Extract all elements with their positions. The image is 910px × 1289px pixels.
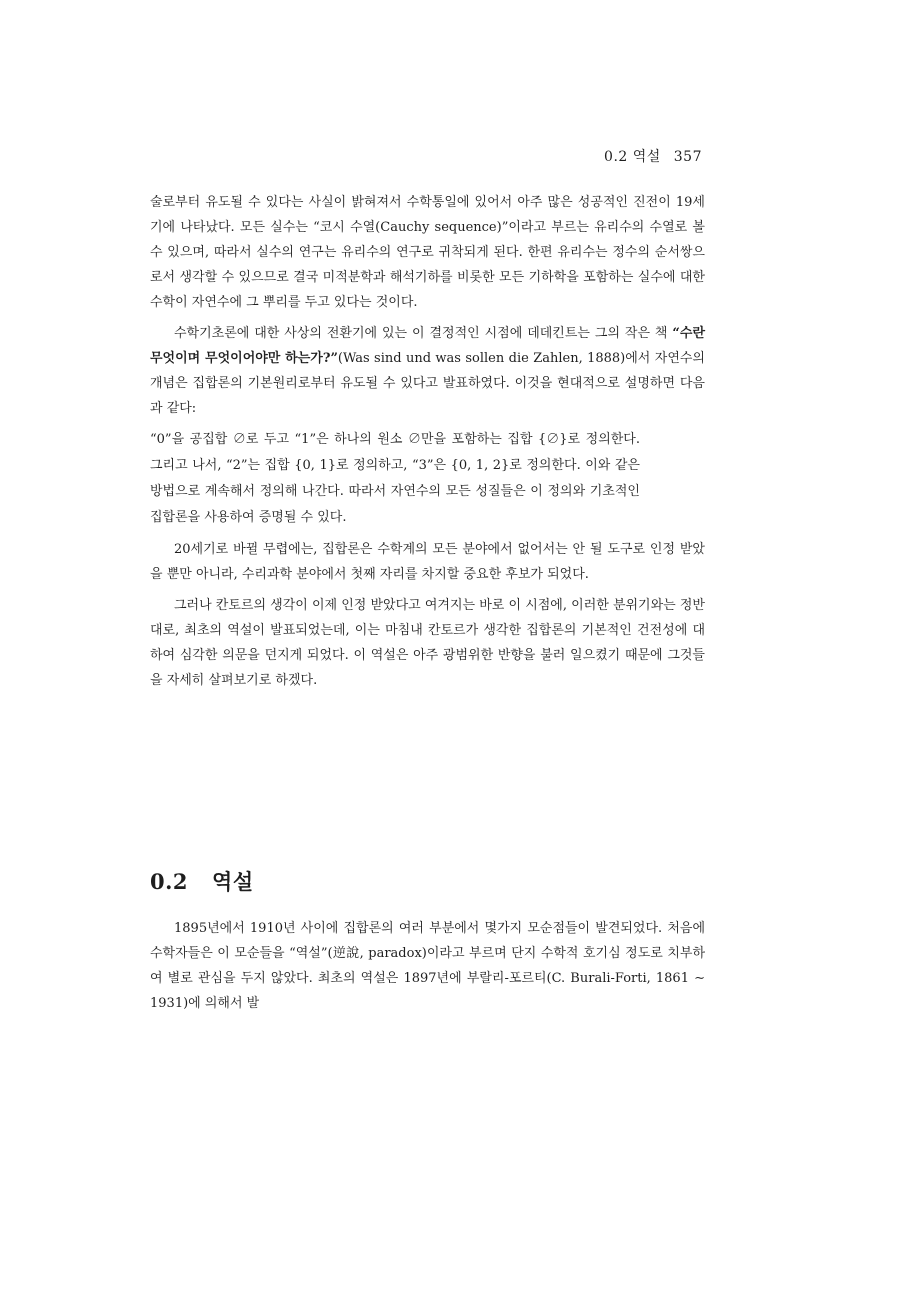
body-text — [150, 190, 705, 693]
running-head — [596, 146, 702, 166]
definition-quote: “0”을 공집합 ∅로 두고 “1”은 하나의 원소 ∅만을 포함하는 집합 {∅}로 정의한다. 그리고 나서, “2”는 집합 {0, 1}로 정의하고, “3”은 {0, 1, 2}로 정의한다. 이와 같은 방법으로 계속해서 정의해 나간다. 따라서 자연수의 모든 성질들은 이 정의와 기초적인 집합론을 사용하여 증명될 수 있다. — [150, 432, 640, 525]
paragraph-1: 술로부터 유도될 수 있다는 사실이 밝혀져서 수학통일에 있어서 아주 많은 성공적인 진전이 19세기에 나타났다. 모든 실수는 “코시 수열(Cauchy sequence)”이라고 부르는 유리수의 수열로 볼 수 있으며, 따라서 실수의 연구는 유리수의 연구로 귀착되게 된다. 한편 유리수는 정수의 순서쌍으로서 생각할 수 있으므로 결국 미적분학과 해석기하를 비롯한 모든 기하학을 포함하는 실수에 대한 수학이 자연수에 그 뿌리를 두고 있다는 것이다. — [150, 195, 705, 310]
paragraph-3: 20세기로 바뀔 무렵에는, 집합론은 수학계의 모든 분야에서 없어서는 안 될 도구로 인정 받았을 뿐만 아니라, 수리과학 분야에서 첫째 자리를 차지할 중요한 후보가 되었다. — [150, 542, 705, 582]
running-head-section: 0.2 역설 — [604, 149, 661, 165]
book-title: “수란 무엇이며 무엇이어야만 하는가?” — [150, 326, 705, 366]
paragraph-2 — [150, 321, 705, 421]
paragraph-2-text-b: (Was sind und was sollen die Zahlen, 1888)에서 자연수의 개념은 집합론의 기본원리로부터 유도될 수 있다고 발표하였다. 이것을 현대적으로 설명하면 다음과 같다: — [150, 351, 705, 416]
section-paragraph-1: 1895년에서 1910년 사이에 집합론의 여러 부분에서 몇가지 모순점들이 발견되었다. 처음에 수학자들은 이 모순들을 “역설”(逆說, paradox)이라고 부르며 단지 수학적 호기심 정도로 치부하여 별로 관심을 두지 않았다. 최초의 역설은 1897년에 부랄리-포르티(C. Burali-Forti, 1861 ∼ 1931)에 의해서 발 — [150, 921, 705, 1011]
section-title: 역설 — [212, 869, 254, 894]
section-body — [150, 916, 705, 1016]
section-heading — [150, 866, 254, 896]
page-number: 357 — [673, 149, 702, 165]
paragraph-4: 그러나 칸토르의 생각이 이제 인정 받았다고 여겨지는 바로 이 시점에, 이러한 분위기와는 정반대로, 최초의 역설이 발표되었는데, 이는 마침내 칸토르가 생각한 집합론의 기본적인 건전성에 대하여 심각한 의문을 던지게 되었다. 이 역설은 아주 광범위한 반향을 불러 일으켰기 때문에 그것들을 자세히 살펴보기로 하겠다. — [150, 598, 705, 688]
paragraph-2-text-a: 수학기초론에 대한 사상의 전환기에 있는 이 결정적인 시점에 데데킨트는 그의 작은 책 — [174, 326, 673, 341]
section-number: 0.2 — [150, 869, 189, 894]
